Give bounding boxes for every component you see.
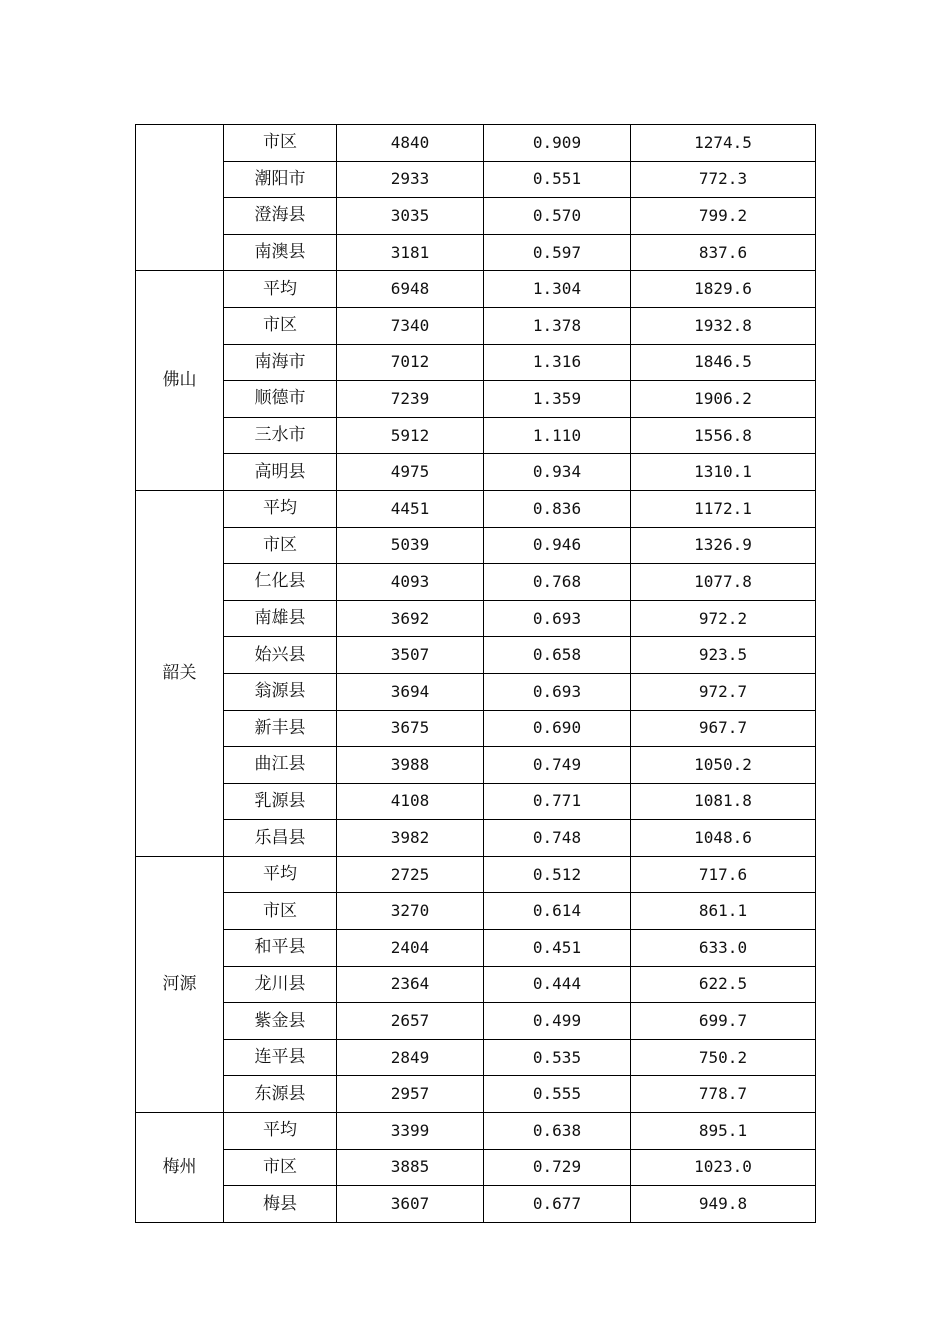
region-cell: 河源 bbox=[136, 856, 224, 1112]
value-cell: 2849 bbox=[337, 1039, 484, 1076]
value-cell: 3988 bbox=[337, 747, 484, 784]
value-cell: 1326.9 bbox=[631, 527, 816, 564]
table-row bbox=[136, 966, 816, 1003]
value-cell: 7340 bbox=[337, 307, 484, 344]
table-row bbox=[136, 1113, 816, 1150]
table-row bbox=[136, 783, 816, 820]
value-cell: 3692 bbox=[337, 600, 484, 637]
value-cell: 4451 bbox=[337, 490, 484, 527]
table-row bbox=[136, 198, 816, 235]
area-name-cell: 翁源县 bbox=[224, 673, 337, 710]
value-cell: 3507 bbox=[337, 637, 484, 674]
area-name-cell: 平均 bbox=[224, 1113, 337, 1150]
value-cell: 717.6 bbox=[631, 856, 816, 893]
table-row bbox=[136, 673, 816, 710]
value-cell: 2657 bbox=[337, 1003, 484, 1040]
table-row bbox=[136, 527, 816, 564]
table-row bbox=[136, 161, 816, 198]
value-cell: 895.1 bbox=[631, 1113, 816, 1150]
table-row bbox=[136, 1186, 816, 1223]
value-cell: 0.693 bbox=[484, 673, 631, 710]
table-row bbox=[136, 710, 816, 747]
area-name-cell: 乐昌县 bbox=[224, 820, 337, 857]
value-cell: 0.677 bbox=[484, 1186, 631, 1223]
value-cell: 3607 bbox=[337, 1186, 484, 1223]
value-cell: 622.5 bbox=[631, 966, 816, 1003]
value-cell: 3885 bbox=[337, 1149, 484, 1186]
table-row bbox=[136, 930, 816, 967]
value-cell: 0.535 bbox=[484, 1039, 631, 1076]
value-cell: 7239 bbox=[337, 381, 484, 418]
value-cell: 0.658 bbox=[484, 637, 631, 674]
table-row bbox=[136, 600, 816, 637]
value-cell: 0.551 bbox=[484, 161, 631, 198]
area-name-cell: 市区 bbox=[224, 307, 337, 344]
region-cell: 梅州 bbox=[136, 1113, 224, 1223]
value-cell: 778.7 bbox=[631, 1076, 816, 1113]
area-name-cell: 市区 bbox=[224, 527, 337, 564]
value-cell: 0.614 bbox=[484, 893, 631, 930]
value-cell: 0.690 bbox=[484, 710, 631, 747]
value-cell: 0.934 bbox=[484, 454, 631, 491]
value-cell: 2404 bbox=[337, 930, 484, 967]
value-cell: 1906.2 bbox=[631, 381, 816, 418]
table-row bbox=[136, 125, 816, 162]
table-row bbox=[136, 1076, 816, 1113]
table-row bbox=[136, 417, 816, 454]
value-cell: 1846.5 bbox=[631, 344, 816, 381]
value-cell: 1932.8 bbox=[631, 307, 816, 344]
area-name-cell: 平均 bbox=[224, 856, 337, 893]
table-row bbox=[136, 820, 816, 857]
value-cell: 3399 bbox=[337, 1113, 484, 1150]
area-name-cell: 梅县 bbox=[224, 1186, 337, 1223]
value-cell: 861.1 bbox=[631, 893, 816, 930]
value-cell: 1.304 bbox=[484, 271, 631, 308]
value-cell: 967.7 bbox=[631, 710, 816, 747]
value-cell: 1172.1 bbox=[631, 490, 816, 527]
table-row bbox=[136, 490, 816, 527]
value-cell: 4975 bbox=[337, 454, 484, 491]
value-cell: 1023.0 bbox=[631, 1149, 816, 1186]
value-cell: 1.110 bbox=[484, 417, 631, 454]
table-body bbox=[136, 125, 816, 1223]
value-cell: 4108 bbox=[337, 783, 484, 820]
value-cell: 0.771 bbox=[484, 783, 631, 820]
value-cell: 2957 bbox=[337, 1076, 484, 1113]
value-cell: 0.499 bbox=[484, 1003, 631, 1040]
value-cell: 3694 bbox=[337, 673, 484, 710]
table-row bbox=[136, 747, 816, 784]
value-cell: 1274.5 bbox=[631, 125, 816, 162]
value-cell: 3675 bbox=[337, 710, 484, 747]
region-cell: 佛山 bbox=[136, 271, 224, 491]
value-cell: 3181 bbox=[337, 234, 484, 271]
area-name-cell: 龙川县 bbox=[224, 966, 337, 1003]
value-cell: 949.8 bbox=[631, 1186, 816, 1223]
value-cell: 2933 bbox=[337, 161, 484, 198]
table-row bbox=[136, 564, 816, 601]
value-cell: 2725 bbox=[337, 856, 484, 893]
value-cell: 772.3 bbox=[631, 161, 816, 198]
value-cell: 923.5 bbox=[631, 637, 816, 674]
table-row bbox=[136, 1003, 816, 1040]
table-row bbox=[136, 893, 816, 930]
value-cell: 0.836 bbox=[484, 490, 631, 527]
value-cell: 0.597 bbox=[484, 234, 631, 271]
area-name-cell: 东源县 bbox=[224, 1076, 337, 1113]
value-cell: 0.451 bbox=[484, 930, 631, 967]
value-cell: 633.0 bbox=[631, 930, 816, 967]
value-cell: 3035 bbox=[337, 198, 484, 235]
value-cell: 1077.8 bbox=[631, 564, 816, 601]
value-cell: 699.7 bbox=[631, 1003, 816, 1040]
table-row bbox=[136, 856, 816, 893]
value-cell: 0.693 bbox=[484, 600, 631, 637]
value-cell: 5912 bbox=[337, 417, 484, 454]
area-name-cell: 潮阳市 bbox=[224, 161, 337, 198]
area-name-cell: 乳源县 bbox=[224, 783, 337, 820]
value-cell: 1.316 bbox=[484, 344, 631, 381]
value-cell: 0.909 bbox=[484, 125, 631, 162]
area-name-cell: 澄海县 bbox=[224, 198, 337, 235]
value-cell: 1048.6 bbox=[631, 820, 816, 857]
value-cell: 1556.8 bbox=[631, 417, 816, 454]
table-row bbox=[136, 454, 816, 491]
value-cell: 5039 bbox=[337, 527, 484, 564]
area-name-cell: 平均 bbox=[224, 490, 337, 527]
value-cell: 4840 bbox=[337, 125, 484, 162]
table-row bbox=[136, 307, 816, 344]
table-row bbox=[136, 637, 816, 674]
area-name-cell: 新丰县 bbox=[224, 710, 337, 747]
table-row bbox=[136, 381, 816, 418]
area-name-cell: 南雄县 bbox=[224, 600, 337, 637]
value-cell: 0.768 bbox=[484, 564, 631, 601]
value-cell: 0.555 bbox=[484, 1076, 631, 1113]
value-cell: 0.570 bbox=[484, 198, 631, 235]
area-name-cell: 三水市 bbox=[224, 417, 337, 454]
value-cell: 0.638 bbox=[484, 1113, 631, 1150]
area-name-cell: 曲江县 bbox=[224, 747, 337, 784]
area-name-cell: 顺德市 bbox=[224, 381, 337, 418]
value-cell: 799.2 bbox=[631, 198, 816, 235]
area-name-cell: 紫金县 bbox=[224, 1003, 337, 1040]
value-cell: 1310.1 bbox=[631, 454, 816, 491]
value-cell: 3982 bbox=[337, 820, 484, 857]
area-name-cell: 市区 bbox=[224, 1149, 337, 1186]
value-cell: 0.512 bbox=[484, 856, 631, 893]
value-cell: 6948 bbox=[337, 271, 484, 308]
value-cell: 1.378 bbox=[484, 307, 631, 344]
value-cell: 1081.8 bbox=[631, 783, 816, 820]
region-cell bbox=[136, 125, 224, 271]
area-name-cell: 高明县 bbox=[224, 454, 337, 491]
value-cell: 972.2 bbox=[631, 600, 816, 637]
region-cell: 韶关 bbox=[136, 490, 224, 856]
value-cell: 0.749 bbox=[484, 747, 631, 784]
value-cell: 837.6 bbox=[631, 234, 816, 271]
area-name-cell: 始兴县 bbox=[224, 637, 337, 674]
value-cell: 2364 bbox=[337, 966, 484, 1003]
area-name-cell: 市区 bbox=[224, 125, 337, 162]
data-table bbox=[135, 124, 816, 1223]
area-name-cell: 市区 bbox=[224, 893, 337, 930]
value-cell: 972.7 bbox=[631, 673, 816, 710]
area-name-cell: 连平县 bbox=[224, 1039, 337, 1076]
area-name-cell: 仁化县 bbox=[224, 564, 337, 601]
value-cell: 0.946 bbox=[484, 527, 631, 564]
value-cell: 4093 bbox=[337, 564, 484, 601]
table-row bbox=[136, 271, 816, 308]
value-cell: 3270 bbox=[337, 893, 484, 930]
table-row bbox=[136, 1149, 816, 1186]
table-row bbox=[136, 234, 816, 271]
area-name-cell: 南澳县 bbox=[224, 234, 337, 271]
value-cell: 750.2 bbox=[631, 1039, 816, 1076]
area-name-cell: 南海市 bbox=[224, 344, 337, 381]
value-cell: 1829.6 bbox=[631, 271, 816, 308]
value-cell: 0.729 bbox=[484, 1149, 631, 1186]
area-name-cell: 和平县 bbox=[224, 930, 337, 967]
value-cell: 7012 bbox=[337, 344, 484, 381]
value-cell: 1050.2 bbox=[631, 747, 816, 784]
value-cell: 0.748 bbox=[484, 820, 631, 857]
table-row bbox=[136, 344, 816, 381]
value-cell: 0.444 bbox=[484, 966, 631, 1003]
area-name-cell: 平均 bbox=[224, 271, 337, 308]
table-row bbox=[136, 1039, 816, 1076]
value-cell: 1.359 bbox=[484, 381, 631, 418]
